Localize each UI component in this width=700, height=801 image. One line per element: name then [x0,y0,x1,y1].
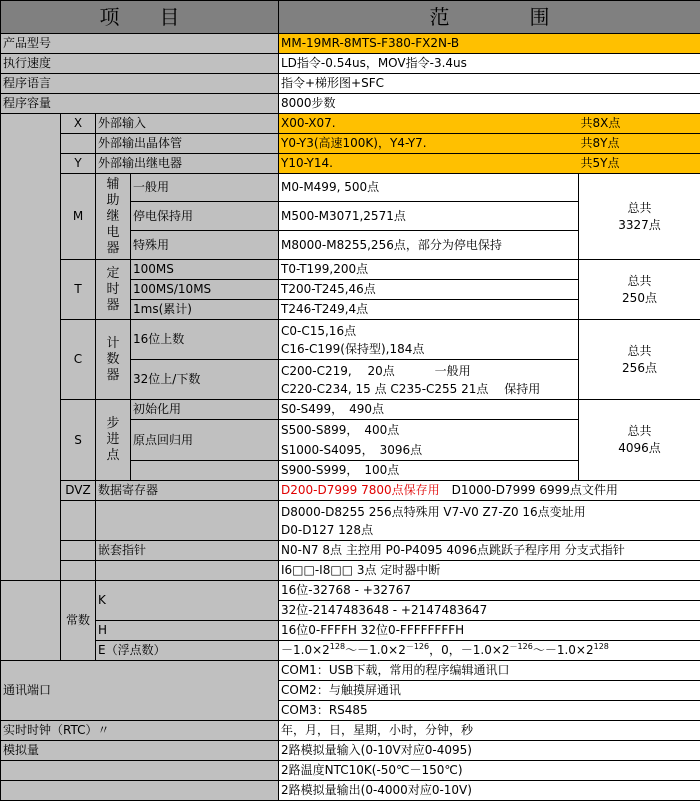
d-code-blank [61,501,96,541]
pointer-label-blank [96,561,279,581]
s-item-range: S0-S499， 490点 [279,400,579,420]
s-item-label: 初始化用 [131,400,279,420]
c-group: 计数器 [96,320,131,400]
speed-label: 执行速度 [1,54,279,74]
comm-com3: COM3：RS485 [279,701,700,721]
m-item-range: M8000-M8255,256点，部分为停电保持 [279,231,579,260]
const-group-blank [1,581,61,661]
d-range-red: D200-D7999 7800点保存用 [281,483,440,497]
header-range: 范 围 [279,1,700,34]
comm-label: 通讯端口 [1,661,279,721]
c-item-label: 32位上/下数 [131,360,279,400]
pointer-label: 嵌套指针 [96,541,279,561]
s-group: 步进点 [96,400,131,481]
m-group: 辅助继电器 [96,174,131,260]
ytr-code [61,134,96,154]
const-k-16: 16位-32768 - +32767 [279,581,700,601]
x-label: 外部输入 [96,114,279,134]
capacity-label: 程序容量 [1,94,279,114]
const-h-value: 16位0-FFFFH 32位0-FFFFFFFFH [279,621,700,641]
const-h-label: H [96,621,279,641]
comm-com1: COM1：USB下载，常用的程序编辑通讯口 [279,661,700,681]
const-e-label: E（浮点数） [96,641,279,661]
rtc-value: 年，月，日，星期，小时，分钟，秒 [279,721,700,741]
c-total: 总共 256点 [579,320,700,400]
d-range-2: D8000-D8255 256点特殊用 V7-V0 Z7-Z0 16点变址用 D0-D127 128点 [279,501,700,541]
analog-input: 2路模拟量输入(0-10V对应0-4095) [279,741,700,761]
analog-label: 模拟量 [1,741,279,761]
d-label: 数据寄存器 [96,481,279,501]
pointer-code-blank [61,541,96,561]
t-item-range: T200-T245,46点 [279,280,579,300]
analog-temp: 2路温度NTC10K(-50℃－150℃) [279,761,700,781]
m-item-label: 停电保持用 [131,202,279,231]
s-item-label [131,461,279,481]
model-label: 产品型号 [1,34,279,54]
t-item-label: 100MS [131,260,279,280]
x-code: X [61,114,96,134]
analog-label-blank [1,781,279,801]
language-label: 程序语言 [1,74,279,94]
analog-output: 2路模拟量输出(0-4000对应0-10V) [279,781,700,801]
yry-total: 共5Y点 [579,154,700,174]
pointer-code-blank [61,561,96,581]
yry-range: Y10-Y14. [279,154,579,174]
m-item-label: 特殊用 [131,231,279,260]
comm-com2: COM2：与触摸屏通讯 [279,681,700,701]
header-item: 项 目 [1,1,279,34]
d-label-blank [96,501,279,541]
const-label: 常数 [61,581,96,661]
speed-value: LD指令-0.54us，MOV指令-3.4us [279,54,700,74]
capacity-value: 8000步数 [279,94,700,114]
s-total: 总共 4096点 [579,400,700,481]
m-total: 总共 3327点 [579,174,700,260]
pointer-range-1: N0-N7 8点 主控用 P0-P4095 4096点跳跃子程序用 分支式指针 [279,541,700,561]
const-k-label: K [96,581,279,621]
s-item-range: S900-S999， 100点 [279,461,579,481]
c-item-range: C200-C219, 20点 一般用 C220-C234, 15 点 C235-C255 21点 保持用 [279,360,579,400]
m-item-range: M0-M499, 500点 [279,174,579,202]
s-code: S [61,400,96,481]
t-item-label: 100MS/10MS [131,280,279,300]
t-item-label: 1ms(累计) [131,300,279,320]
s-item-range: S500-S899， 400点 S1000-S4095， 3096点 [279,420,579,461]
c-item-range: C0-C15,16点 C16-C199(保持型),184点 [279,320,579,360]
s-item-label: 原点回归用 [131,420,279,461]
rtc-label: 实时时钟（RTC）〃 [1,721,279,741]
m-code: M [61,174,96,260]
t-code: T [61,260,96,320]
d-range: D200-D7999 7800点保存用 D1000-D7999 6999点文件用 [279,481,700,501]
t-group: 定时器 [96,260,131,320]
ytr-label: 外部输出晶体管 [96,134,279,154]
c-item-label: 16位上数 [131,320,279,360]
pointer-range-2: I6□□-I8□□ 3点 定时器中断 [279,561,700,581]
yry-label: 外部输出继电器 [96,154,279,174]
const-k-32: 32位-2147483648 - +2147483647 [279,601,700,621]
t-item-range: T0-T199,200点 [279,260,579,280]
ytr-total: 共8Y点 [579,134,700,154]
m-item-label: 一般用 [131,174,279,202]
device-group-blank [1,114,61,581]
x-total: 共8X点 [579,114,700,134]
ytr-range: Y0-Y3(高速100K)，Y4-Y7. [279,134,579,154]
d-code: DVZ [61,481,96,501]
m-item-range: M500-M3071,2571点 [279,202,579,231]
const-e-value: $-1.0\times 2^{128}\sim-1.0\times 2^{-126}$，0，$-1.0\times 2^{-126}\sim-1.0\times 2^{128}$ [279,641,700,661]
yry-code: Y [61,154,96,174]
language-value: 指令+梯形图+SFC [279,74,700,94]
analog-label-blank [1,761,279,781]
model-value: MM-19MR-8MTS-F380-FX2N-B [279,34,700,54]
c-code: C [61,320,96,400]
t-total: 总共 250点 [579,260,700,320]
t-item-range: T246-T249,4点 [279,300,579,320]
x-range: X00-X07. [279,114,579,134]
